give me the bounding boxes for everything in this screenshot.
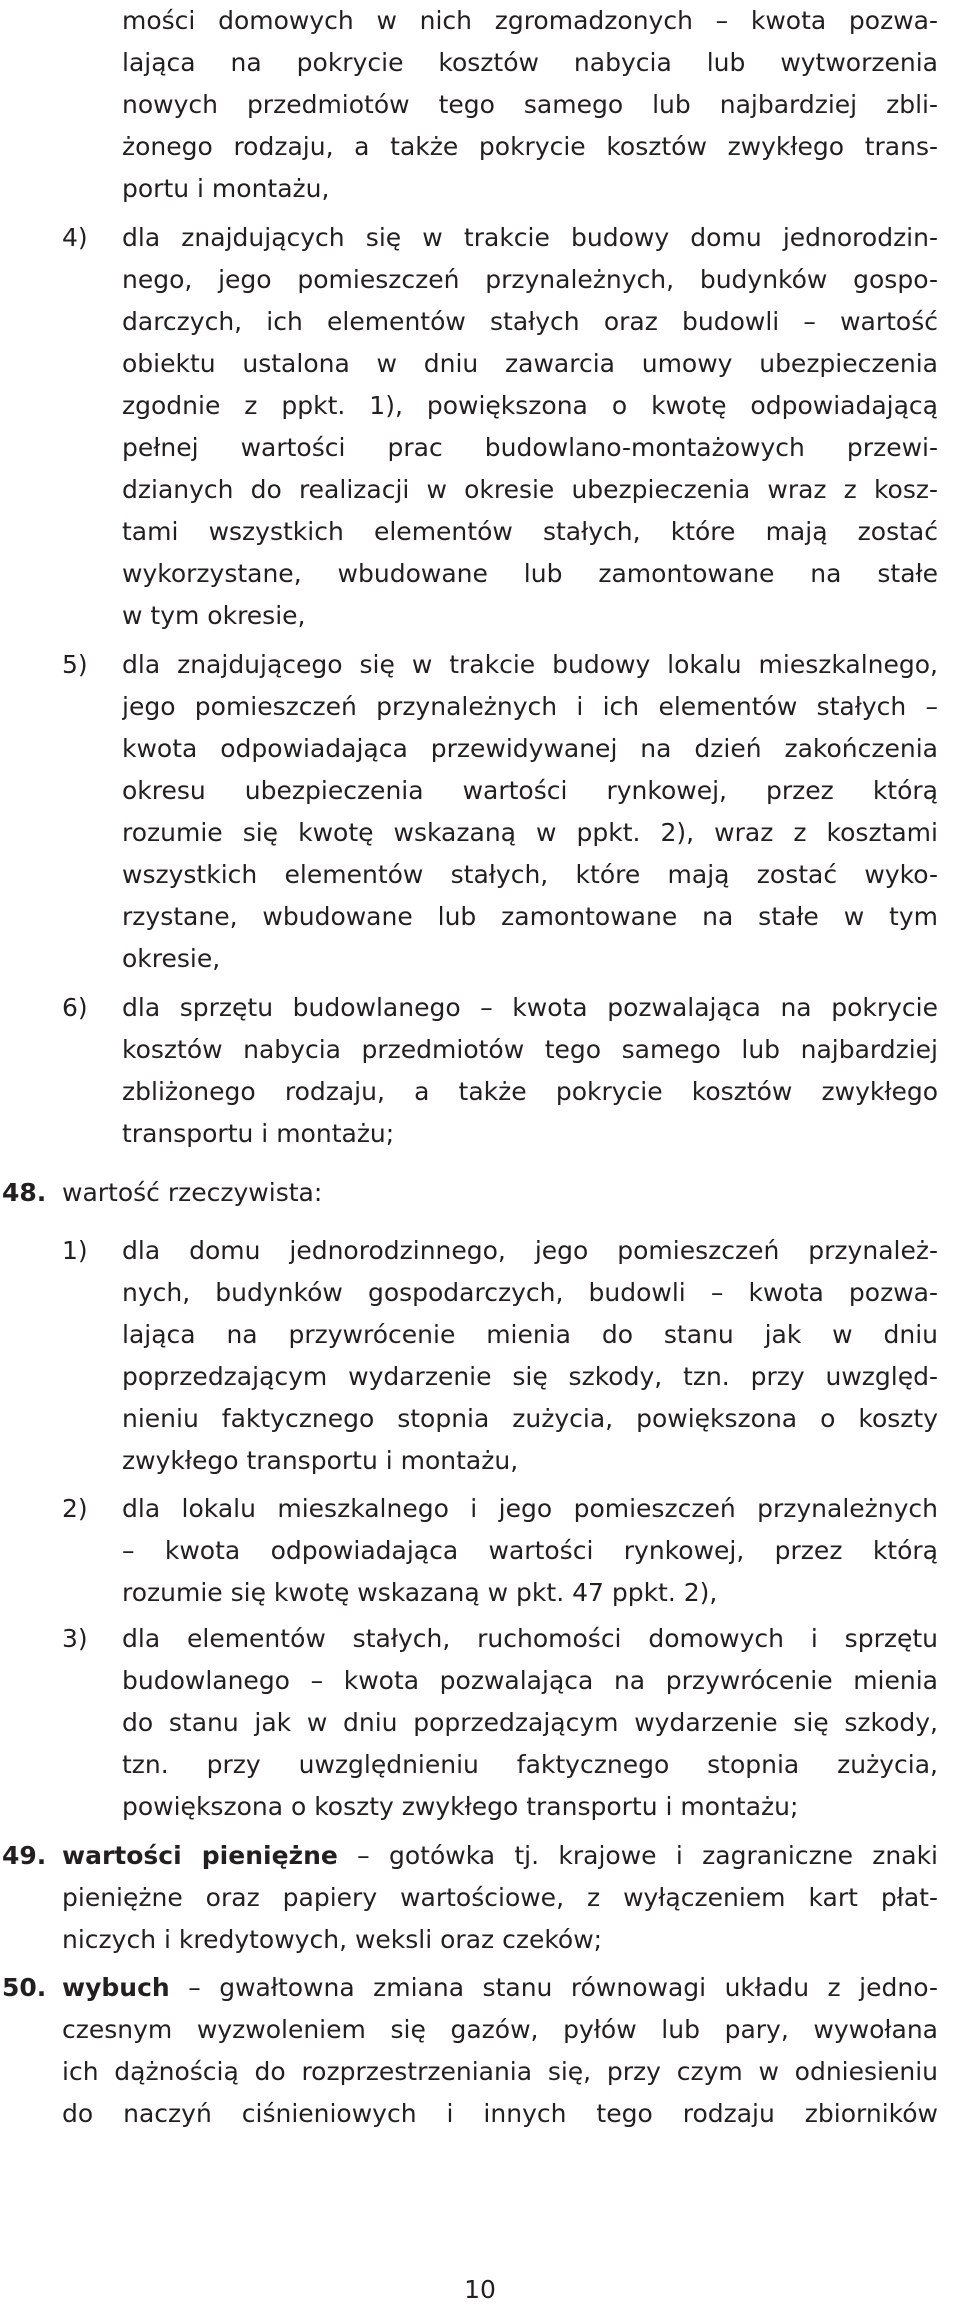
text-line: żonego rodzaju, a także pokrycie kosztów zwykłego trans- [122,132,938,161]
text-line: portu i montażu, [122,174,330,203]
text-line: tami wszystkich elementów stałych, które mają zostać [122,517,938,546]
text-line: rzystane, wbudowane lub zamontowane na stałe w tym [122,902,938,931]
text-line: zgodnie z ppkt. 1), powiększona o kwotę odpowiadającą [122,391,938,420]
list-item-number: 3) [62,1624,88,1653]
text-line: w tym okresie, [122,601,306,630]
text-line: rozumie się kwotę wskazaną w pkt. 47 ppkt. 2), [122,1578,718,1607]
text-line: ich dążnością do rozprzestrzeniania się, przy czym w odniesieniu [62,2057,938,2086]
text-line: mości domowych w nich zgromadzonych – kwota pozwa- [122,6,938,35]
definition-text: – gwałtowna zmiana stanu równowagi układu z jedno- [169,1973,938,2002]
text-line: nowych przedmiotów tego samego lub najbardziej zbli- [122,90,938,119]
text-line: dla sprzętu budowlanego – kwota pozwalająca na pokrycie [122,993,938,1022]
text-line: darczych, ich elementów stałych oraz budowli – wartość [122,307,938,336]
text-line: wykorzystane, wbudowane lub zamontowane na stałe [122,559,938,588]
continuation-paragraph [122,0,938,210]
text-line: kwota odpowiadająca przewidywanej na dzień zakończenia [122,734,938,763]
list-item-number: 6) [62,993,88,1022]
text-line: dla znajdującego się w trakcie budowy lokalu mieszkalnego, [122,650,938,679]
text-line: nych, budynków gospodarczych, budowli – kwota pozwa- [122,1278,938,1307]
text-line: zbliżonego rodzaju, a także pokrycie kosztów zwykłego [122,1077,938,1106]
text-line: dla domu jednorodzinnego, jego pomieszczeń przynależ- [122,1236,938,1265]
text-line: czesnym wyzwoleniem się gazów, pyłów lub pary, wywołana [62,2015,938,2044]
text-line: nego, jego pomieszczeń przynależnych, budynków gospo- [122,265,938,294]
list-item-48-1 [122,1230,938,1482]
text-line: transportu i montażu; [122,1119,395,1148]
text-line [62,1967,938,2009]
text-line: tzn. przy uwzględnieniu faktycznego stopnia zużycia, [122,1750,938,1779]
text-line: do naczyń ciśnieniowych i innych tego rodzaju zbiorników [62,2099,938,2128]
page-number: 10 [464,2275,496,2304]
list-item-48-2 [122,1488,938,1614]
text-line: kosztów nabycia przedmiotów tego samego lub najbardziej [122,1035,938,1064]
list-item-4 [122,217,938,637]
text-line: jego pomieszczeń przynależnych i ich elementów stałych – [122,692,938,721]
list-item-number: 1) [62,1236,88,1265]
definition-number: 49. [2,1841,47,1870]
text-line: wszystkich elementów stałych, które mają zostać wyko- [122,860,938,889]
text-line [62,1835,938,1877]
text-line: nieniu faktycznego stopnia zużycia, powiększona o koszty [122,1404,938,1433]
text-line: obiektu ustalona w dniu zawarcia umowy ubezpieczenia [122,349,938,378]
text-line: poprzedzającym wydarzenie się szkody, tzn. przy uwzględ- [122,1362,938,1391]
text-line: okresie, [122,944,221,973]
list-item-number: 2) [62,1494,88,1523]
text-line: pełnej wartości prac budowlano-montażowych przewi- [122,433,938,462]
list-item-number: 4) [62,223,88,252]
text-line: – kwota odpowiadająca wartości rynkowej, przez którą [122,1536,938,1565]
text-line: niczych i kredytowych, weksli oraz czeków; [62,1925,603,1954]
text-line: dla znajdujących się w trakcie budowy domu jednorodzin- [122,223,938,252]
definition-50 [62,1967,938,2135]
text-line: powiększona o koszty zwykłego transportu i montażu; [122,1792,799,1821]
text-line: budowlanego – kwota pozwalająca na przywrócenie mienia [122,1666,938,1695]
definition-term: wybuch [62,1973,170,2002]
list-item-48-3 [122,1618,938,1828]
definition-number: 48. [2,1178,47,1207]
list-item-6 [122,987,938,1155]
definition-number: 50. [2,1973,47,2002]
definition-term: wartości pieniężne [62,1841,338,1870]
text-line: dzianych do realizacji w okresie ubezpieczenia wraz z kosz- [122,475,938,504]
definition-text: – gotówka tj. krajowe i zagraniczne znaki [337,1841,938,1870]
text-line: zwykłego transportu i montażu, [122,1446,519,1475]
text-line: rozumie się kwotę wskazaną w ppkt. 2), wraz z kosztami [122,818,938,847]
text-line: dla lokalu mieszkalnego i jego pomieszczeń przynależnych [122,1494,938,1523]
text-line: lająca na pokrycie kosztów nabycia lub wytworzenia [122,48,938,77]
list-item-5 [122,644,938,980]
text-line: okresu ubezpieczenia wartości rynkowej, przez którą [122,776,938,805]
text-line: lająca na przywrócenie mienia do stanu jak w dniu [122,1320,938,1349]
text-line: do stanu jak w dniu poprzedzającym wydarzenie się szkody, [122,1708,938,1737]
text-line: pieniężne oraz papiery wartościowe, z wyłączeniem kart płat- [62,1883,938,1912]
definition-49 [62,1835,938,1961]
text-line: dla elementów stałych, ruchomości domowych i sprzętu [122,1624,938,1653]
definition-term: wartość rzeczywista: [62,1178,323,1207]
list-item-number: 5) [62,650,88,679]
